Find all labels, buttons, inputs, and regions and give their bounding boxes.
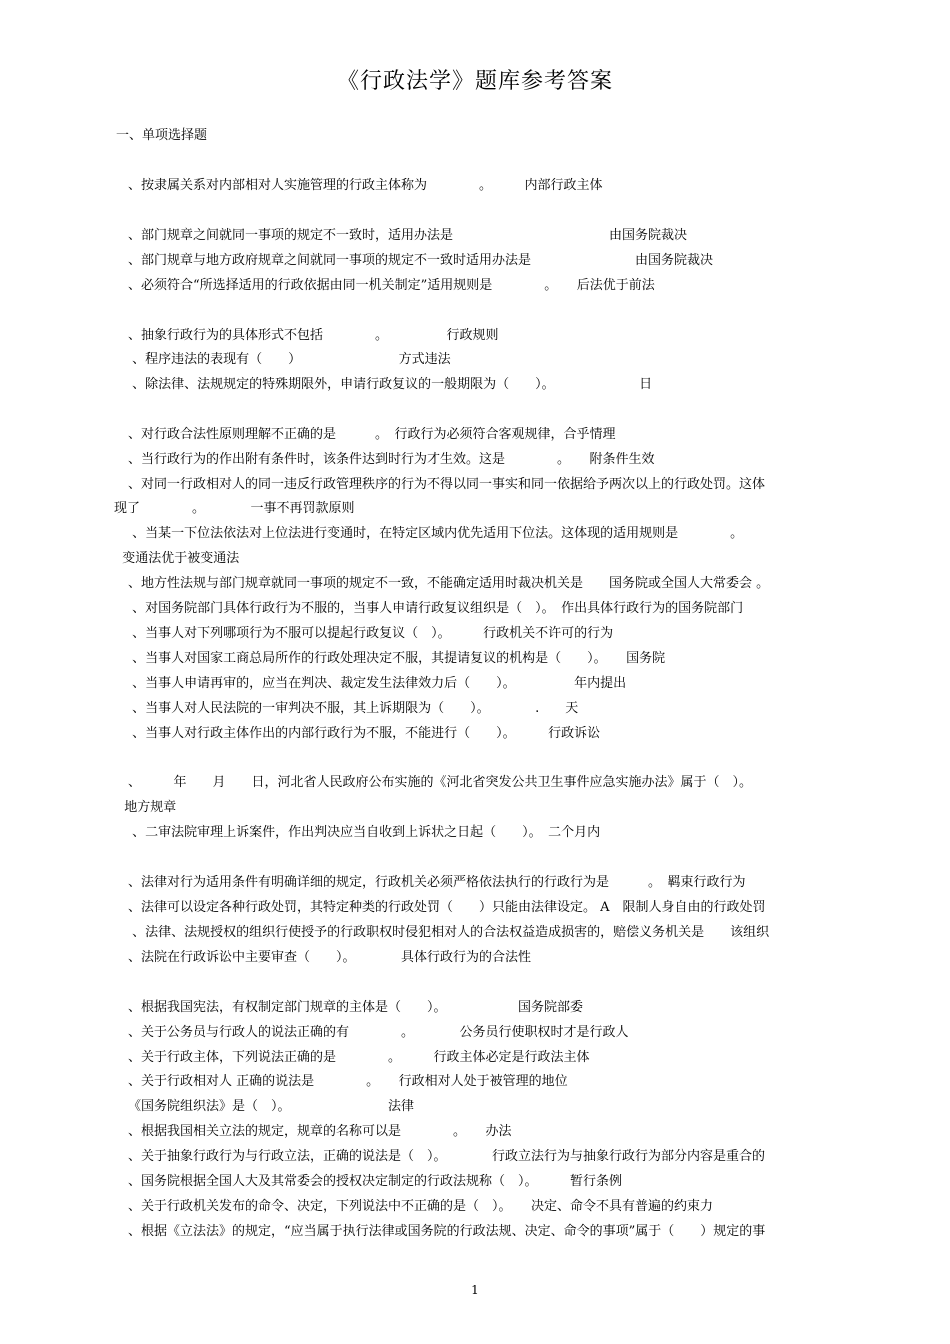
section-heading: 一、单项选择题 [116, 128, 208, 143]
page-number: 1 [471, 1283, 479, 1297]
question-line: 、程序违法的表现有（ ） 方式违法 [128, 352, 451, 367]
question-line: 、关于行政相对人 正确的说法是 。 行政相对人处于被管理的地位 [128, 1074, 568, 1089]
question-line: 、当事人对国家工商总局所作的行政处理决定不服，其提请复议的机构是（ ）。 国务院 [128, 651, 666, 666]
question-line: 、法律对行为适用条件有明确详细的规定，行政机关必须严格依法执行的行政行为是 。 羁束行政行为 [128, 875, 746, 890]
question-line: 、部门规章之间就同一事项的规定不一致时，适用办法是 由国务院裁决 [128, 228, 688, 243]
question-line: 、 年 月 日，河北省人民政府公布实施的《河北省突发公共卫生事件应急实施办法》属于（ ）。 [128, 775, 753, 790]
question-line: 、根据我国相关立法的规定，规章的名称可以是 。 办法 [128, 1124, 512, 1139]
question-line: 、法院在行政诉讼中主要审查（ ）。 具体行政行为的合法性 [128, 950, 532, 965]
question-line-continued: 现了 。 一事不再罚款原则 [114, 501, 355, 516]
question-line: 、关于行政主体，下列说法正确的是 。 行政主体必定是行政法主体 [128, 1050, 590, 1065]
question-line: 、部门规章与地方政府规章之间就同一事项的规定不一致时适用办法是 由国务院裁决 [128, 253, 714, 268]
question-line-continued: 变通法优于被变通法 [114, 551, 240, 566]
question-line: 、对同一行政相对人的同一违反行政管理秩序的行为不得以同一事实和同一依据给予两次以上的行政处罚。这体 [128, 477, 766, 492]
document-title: 《行政法学》题库参考答案 [336, 69, 613, 94]
question-line: 、根据《立法法》的规定，“应当属于执行法律或国务院的行政法规、决定、命令的事项”属于（ ）规定的事 [128, 1224, 766, 1239]
question-line: 、当某一下位法依法对上位法进行变通时，在特定区域内优先适用下位法。这体现的适用规则是 。 [128, 526, 744, 541]
question-line: 、按隶属关系对内部相对人实施管理的行政主体称为 。 内部行政主体 [128, 178, 603, 193]
question-line: 、根据我国宪法，有权制定部门规章的主体是（ ）。 国务院部委 [128, 1000, 584, 1015]
question-line: 、必须符合“所选择适用的行政依据由同一机关制定”适用规则是 。 后法优于前法 [128, 278, 655, 293]
question-line: 、国务院根据全国人大及其常委会的授权决定制定的行政法规称（ ）。 暂行条例 [128, 1174, 623, 1189]
question-line: 、二审法院审理上诉案件，作出判决应当自收到上诉状之日起（ ）。 二个月内 [128, 825, 601, 840]
question-line: 、法律可以设定各种行政处罚，其特定种类的行政处罚（ ）只能由法律设定。 A 限制人身自由的行政处罚 [128, 900, 766, 915]
question-line: 、对国务院部门具体行政行为不服的，当事人申请行政复议组织是（ ）。 作出具体行政行为的国务院部门 [128, 601, 744, 616]
question-line: 、抽象行政行为的具体形式不包括 。 行政规则 [128, 328, 499, 343]
question-line: 、除法律、法规规定的特殊期限外，申请行政复议的一般期限为（ ）。 日 [128, 377, 653, 392]
question-line: 、对行政合法性原则理解不正确的是 。 行政行为必须符合客观规律，合乎情理 [128, 427, 616, 442]
question-line: 《国务院组织法》是（ ）。 法律 [128, 1099, 415, 1114]
question-line-continued: 地方规章 [116, 800, 177, 815]
question-line: 、当事人对人民法院的一审判决不服，其上诉期限为（ ）。 . 天 [128, 701, 579, 716]
question-line: 、地方性法规与部门规章就同一事项的规定不一致，不能确定适用时裁决机关是 国务院或全国人大常委会 。 [128, 576, 770, 591]
question-line: 、法律、法规授权的组织行使授予的行政职权时侵犯相对人的合法权益造成损害的，赔偿义务机关是 该组织 [128, 925, 770, 940]
question-line: 、当事人对行政主体作出的内部行政行为不服，不能进行（ ）。 行政诉讼 [128, 726, 601, 741]
question-line: 、当事人申请再审的，应当在判决、裁定发生法律效力后（ ）。 年内提出 [128, 676, 627, 691]
question-line: 、关于公务员与行政人的说法正确的有 。 公务员行使职权时才是行政人 [128, 1025, 629, 1040]
question-line: 、当行政行为的作出附有条件时，该条件达到时行为才生效。这是 。 附条件生效 [128, 452, 655, 467]
question-line: 、当事人对下列哪项行为不服可以提起行政复议（ ）。 行政机关不许可的行为 [128, 626, 614, 641]
question-line: 、关于行政机关发布的命令、决定，下列说法中不正确的是（ ）。 决定、命令不具有普遍的约束力 [128, 1199, 714, 1214]
question-line: 、关于抽象行政行为与行政立法，正确的说法是（ ）。 行政立法行为与抽象行政行为部分内容是重合的 [128, 1149, 766, 1164]
